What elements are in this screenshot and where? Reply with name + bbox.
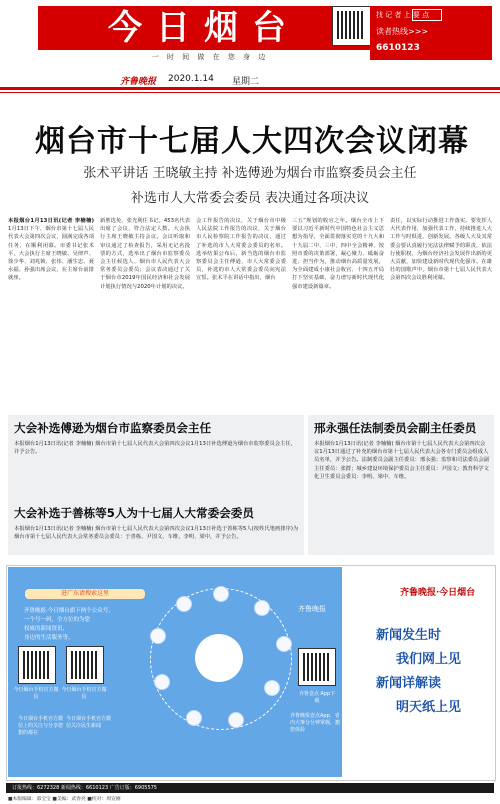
ad-qr-label-2: 今日烟台手机官方微信 [61, 687, 107, 700]
ad-text-line-3: 权威的新闻资讯， [24, 626, 69, 632]
person-icon [154, 674, 170, 690]
person-icon [176, 596, 192, 612]
masthead-qr-code [332, 6, 372, 46]
header-rule [0, 87, 500, 90]
ad-caption-2: 今日烟台手机官方微信关注民生新闻 [66, 716, 112, 729]
ad-banner: 进广东请搜索这里 [25, 589, 145, 599]
news-title-1: 大会补选傅逊为烟台市监察委员会主任 [14, 421, 212, 435]
ad-brand-logo: 齐鲁晚报·今日烟台 [400, 588, 476, 598]
news-box-right [308, 415, 494, 555]
article-column-3: 会工作报告的决议，关于烟台市中级人民法院工作报告的决议，关于烟台市人民检察院工作报告的决议，通过了补选的市人大常委会委员的名单。选举结果公布后，新当选的烟台市监察委员会主任傅逊、市人大常委会委员，补选的市人大常委会委员向宪法宣誓。张术平在讲话中指出，烟台 [196, 218, 286, 282]
footer-hotlines: 订报热线：6272328 新闻热线：6610123 广告订版：6905575 [12, 785, 157, 791]
ad-caption-3: 齐鲁晚报壹点App，省内大事分分钟掌握，邀您体验 [290, 713, 341, 733]
masthead-tagline: 一 时 间 做 在 您 身 边 [151, 53, 269, 61]
ad-corner-logo: 齐鲁晚报 [298, 605, 326, 613]
person-icon [254, 600, 270, 616]
ad-qr-label-1: 今日烟台手机官方微信 [13, 687, 59, 700]
ad-slogan-4: 明天纸上见 [396, 700, 462, 715]
hotline-number: 6610123 [376, 43, 420, 53]
news-title-2: 大会补选于善栋等5人为十七届人大常委会委员 [14, 506, 254, 520]
header-rule-thin [0, 92, 500, 93]
article-column-2: 新胜选免、张光利任书记。453名代表出席了会议，符合法定人数。大会执行主席王晓敏主持会议。会议听取和审议通过了检查报告，采用无记名投票的方式，选举出了烟台市监察委员会主任候选人、烟台市人民代表大会常务委员会委员；会议表决通过了关于烟台市2019年国民经济和社会发展计划执行情况与2020年计划的决议。 [100, 218, 190, 290]
article-dateline: 本报烟台1月13日讯(记者 李楠楠) [8, 218, 94, 224]
ad-network-hub-icon [195, 634, 243, 682]
newspaper-logo: 齐鲁晚报 [120, 77, 157, 87]
ad-qr-code-1 [18, 646, 56, 684]
tv-icon [412, 9, 442, 21]
person-icon [228, 712, 244, 728]
article-column-5: 责任，以实际行动推进工作落实。要发挥人大代表作用，加强代表工作，持续推进人大工作与时俱进、创新发展。各级人大及其常委会要认真履行宪法法律赋予的职责，依法行使职权，为烟台经济社会发展作出新的更大贡献，加快建设新时代现代化强市。在雄壮的国歌声中，烟台市第十七届人民代表大会第四次会议胜利闭幕。 [390, 218, 492, 282]
person-icon [150, 628, 166, 644]
person-icon [186, 710, 202, 726]
person-icon [264, 680, 280, 696]
issue-date: 2020.1.14 [168, 74, 214, 84]
ad-caption-1: 今日烟台手机官方微信上的关注与分享您想的都在 [18, 716, 64, 736]
person-icon [276, 636, 292, 652]
ad-text-line-2: 一个号一码，全方位的为您 [24, 617, 91, 623]
ad-qr-label-3: 齐鲁壹点 App下载 [298, 691, 336, 704]
footer-credits: ■本版编辑：邵宝宝 ■美编：武春亮 ■校对：周宣刚 [8, 797, 121, 802]
news-title-3: 邢永强任法制委员会副主任委员 [314, 421, 477, 435]
article-column-1 [8, 217, 94, 417]
article-column-4: 三五”规划的收官之年。烟台全市上下要以习近平新时代中国特色社会主义思想为指导，全面贯彻落实党的十九大和十九届二中、三中、四中全会精神，按照市委的决策部署，凝心聚力、砥砺奋进、担当作为，推动烟台高质量发展，为全面建成小康社会收官、十四五开局打下坚实基础，奋力谱写新时代现代化强市建设新篇章。 [292, 218, 384, 290]
ad-slogan-2: 我们网上见 [396, 652, 462, 667]
subheadline-1: 张术平讲话 王晓敏主持 补选傅逊为烟台市监察委员会主任 [83, 166, 417, 181]
ad-qr-code-3 [298, 648, 336, 686]
ad-slogan-1: 新闻发生时 [376, 628, 442, 643]
masthead-title: 今日烟台 [108, 8, 300, 48]
ad-text-line-1: 齐鲁晚报·今日烟台旗下两个公众号， [24, 608, 114, 614]
person-icon [213, 586, 229, 602]
article-column-1-text: 1月13日下午，烟台市第十七届人民代表大会第四次会议，圆满完成各项任务，在顺利闭幕。市委书记张术平，大会执行主席王晓敏、吴律声、徐少华、刘兆锁、张伟、潘生忠、聂水福、孙强出席会议，在主席台前排就座。 [8, 226, 94, 282]
news-body-1: 本报烟台1月13日讯(记者 李楠楠) 烟台市第十七届人民代表大会第四次会议1月13日补选傅逊为烟台市监察委员会主任，并予公告。 [14, 441, 296, 456]
hotline-caption: 找 记 者 上 要 点 [376, 11, 430, 19]
main-headline: 烟台市十七届人大四次会议闭幕 [35, 124, 469, 159]
ad-qr-code-2 [66, 646, 104, 684]
news-body-2: 本报烟台1月13日讯(记者 李楠楠) 烟台市第十七届人民代表大会第四次会议1月13日补选于善栋等5人(按姓氏笔画排序)为烟台市第十七届人民代表大会常务委员会委员：于善栋、尹国文、车维、李明、梁中，并予公告。 [14, 526, 299, 541]
hotline-label: 读者热线>>> [376, 27, 429, 36]
ad-slogan-3: 新闻详解读 [376, 676, 442, 691]
ad-text-line-4: 身边的生活服务等。 [24, 635, 74, 641]
news-body-3: 本报烟台1月13日讯(记者 李楠楠) 烟台市第十七届人民代表大会第四次会议1月13日通过了补充的烟台市第十七届人民代表大会各专门委员会组成人员名单，并予公告。法制委员会副主任委员：邢永强；监察和司法委员会副主任委员：张群；城乡建设环境保护委员会主任委员：尹国文；教育科学文化卫生委员会委员：李明、梁中、车维。 [314, 441, 489, 480]
issue-weekday: 星期二 [232, 77, 260, 87]
subheadline-2: 补选市人大常委会委员 表决通过各项决议 [130, 191, 370, 206]
